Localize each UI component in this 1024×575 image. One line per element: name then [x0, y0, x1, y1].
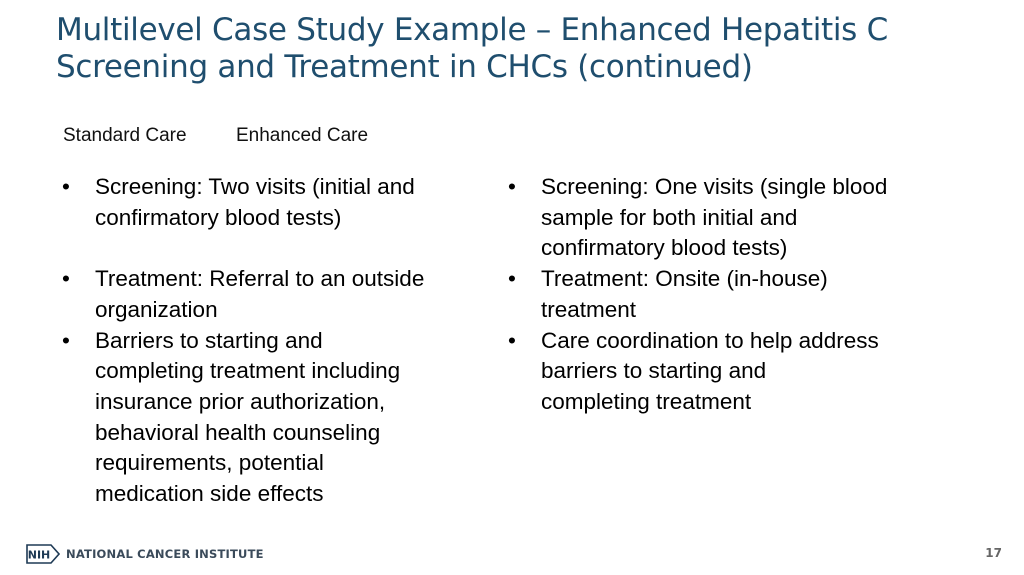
list-item-line: completing treatment including — [95, 358, 401, 384]
list-item-line: insurance prior authorization, — [95, 388, 386, 414]
list-item-line: sample for both initial and — [541, 204, 798, 230]
list-item — [62, 172, 462, 233]
list-item-line: requirements, potential — [95, 450, 324, 476]
bullet-icon: • — [62, 327, 70, 353]
list-item-line: behavioral health counseling — [95, 419, 381, 445]
list-item-line: Care coordination to help address — [541, 327, 879, 353]
spacer — [62, 233, 462, 264]
standard-care-list — [62, 172, 462, 510]
list-item-line: confirmatory blood tests) — [541, 235, 788, 261]
list-item-line: completing treatment — [541, 388, 752, 414]
institute-name: NATIONAL CANCER INSTITUTE — [66, 547, 264, 561]
list-item-line: medication side effects — [95, 481, 324, 507]
bullet-icon: • — [62, 174, 70, 199]
list-item-line: Screening: Two visits (initial and — [95, 174, 415, 199]
list-item-line: Treatment: Referral to an outside — [95, 266, 425, 292]
list-item — [62, 264, 462, 325]
list-item-line: treatment — [541, 296, 637, 322]
slide-title-line-2: Screening and Treatment in CHCs (continued) — [56, 49, 753, 85]
nih-label: NIH — [27, 548, 51, 562]
list-item — [508, 326, 928, 418]
list-item-line: Screening: One visits (single blood — [541, 174, 888, 199]
bullet-icon: • — [508, 327, 516, 353]
slide-title-line-1: Multilevel Case Study Example – Enhanced Hepatitis C — [56, 12, 888, 48]
nih-badge-icon — [26, 544, 60, 564]
bullet-icon: • — [508, 266, 516, 292]
page-number: 17 — [985, 546, 1002, 560]
bullet-icon: • — [508, 174, 516, 199]
bullet-icon: • — [62, 266, 70, 292]
list-item-line: confirmatory blood tests) — [95, 204, 342, 230]
list-item-line: Barriers to starting and — [95, 327, 323, 353]
nci-logo — [26, 543, 264, 565]
standard-care-header: Standard Care — [63, 125, 187, 146]
slide-title — [56, 12, 996, 86]
enhanced-care-list — [508, 172, 928, 418]
list-item — [62, 326, 462, 510]
list-item — [508, 264, 928, 325]
list-item — [508, 172, 928, 264]
list-item-line: barriers to starting and — [541, 358, 767, 384]
list-item-line: organization — [95, 296, 218, 322]
list-item-line: Treatment: Onsite (in-house) — [541, 266, 828, 292]
enhanced-care-header: Enhanced Care — [236, 125, 369, 146]
